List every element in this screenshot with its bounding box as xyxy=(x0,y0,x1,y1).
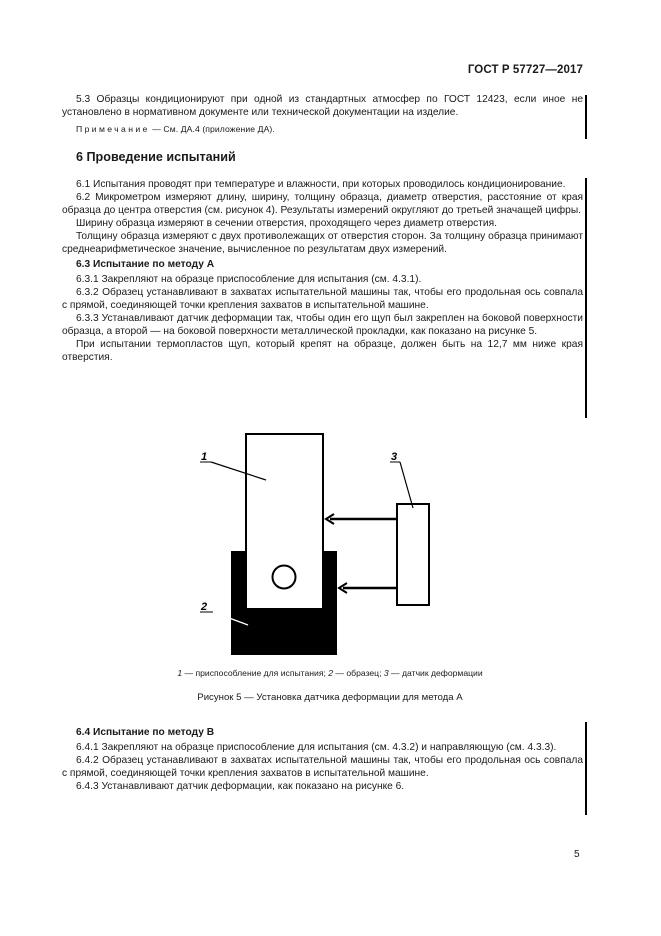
paragraph-6-2: 6.2 Микрометром измеряют длину, ширину, толщину образца, диаметр отверстия, расстояние от края образца до центра отверстия (см. рисунок 4). Результаты измерений округляют до третьей значащей цифры. xyxy=(62,192,583,216)
paragraph-6-4-2: 6.4.2 Образец устанавливают в захватах испытательной машины так, чтобы его продольная ось совпала с прямой, соединяющей точки крепления захватов в испытательной машине. xyxy=(62,755,583,779)
legend-num-3: 3 xyxy=(383,668,389,678)
legend-text-2: — образец; xyxy=(333,668,384,678)
subsection-6-3-heading: 6.3 Испытание по методу А xyxy=(76,259,215,270)
label-2: 2 xyxy=(201,601,208,613)
legend-text-1: — приспособление для испытания; xyxy=(182,668,329,678)
paragraph-6-1: 6.1 Испытания проводят при температуре и влажности, при которых проводилось кондиционирование. xyxy=(76,179,566,190)
figure-5-legend xyxy=(140,668,520,678)
paragraph-width: Ширину образца измеряют в сечении отверстия, проходящего через диаметр отверстия. xyxy=(76,218,497,229)
paragraph-6-3-2: 6.3.2 Образец устанавливают в захватах испытательной машины так, чтобы его продольная ось совпала с прямой, соединяющей точки крепления захватов в испытательной машине. xyxy=(62,287,583,311)
paragraph-6-4-1: 6.4.1 Закрепляют на образце приспособление для испытания (см. 4.3.2) и направляющую (см. 4.3.3). xyxy=(76,742,557,753)
label-3: 3 xyxy=(391,451,398,463)
paragraph-6-3-3: 6.3.3 Устанавливают датчик деформации так, чтобы один его щуп был закреплен на боковой поверхности образца, а второй — на боковой поверхности металлической прокладки, как показано на рисунке 5. xyxy=(62,313,583,337)
figure-5-caption: Рисунок 5 — Установка датчика деформации для метода А xyxy=(197,692,463,703)
note-text: — См. ДА.4 (приложение ДА). xyxy=(149,124,275,134)
subsection-6-4 xyxy=(62,726,583,793)
change-bar xyxy=(585,722,587,815)
paragraph-thermoplastics: При испытании термопластов щуп, который крепят на образце, должен быть на 12,7 мм ниже края отверстия. xyxy=(62,339,583,363)
subsection-6-4-heading: 6.4 Испытание по методу В xyxy=(76,727,215,738)
label-1: 1 xyxy=(201,451,208,463)
paragraph-6-3-1: 6.3.1 Закрепляют на образце приспособление для испытания (см. 4.3.1). xyxy=(76,274,422,285)
leader-line-3 xyxy=(400,462,413,508)
paragraph-thickness: Толщину образца измеряют с двух противолежащих от отверстия сторон. За толщину образца принимают среднеарифметическое значение, вычисленное по результатам двух измерений. xyxy=(62,231,583,255)
hole-circle xyxy=(273,566,296,589)
legend-num-2: 2 xyxy=(328,668,334,678)
document-id-header: ГОСТ Р 57727—2017 xyxy=(467,64,583,76)
deformation-sensor xyxy=(397,504,429,605)
page-number: 5 xyxy=(574,849,580,860)
section-6-heading: 6 Проведение испытаний xyxy=(76,150,236,164)
paragraph-5-3: 5.3 Образцы кондиционируют при одной из стандартных атмосфер по ГОСТ 12423, если иное не установлено в нормативном документе или технической документации на изделие. xyxy=(62,94,583,118)
legend-num-1: 1 xyxy=(177,668,183,678)
legend-text-3: — датчик деформации xyxy=(388,668,483,678)
paragraph-6-4-3: 6.4.3 Устанавливают датчик деформации, как показано на рисунке 6. xyxy=(76,781,405,792)
note-label: Примечание xyxy=(76,124,150,134)
